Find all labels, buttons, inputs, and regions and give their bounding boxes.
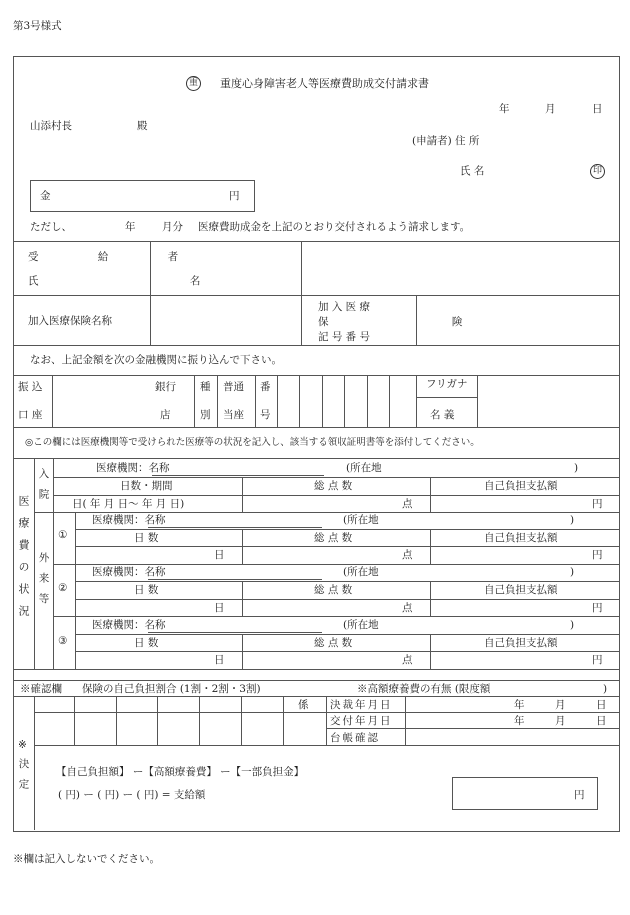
current-option[interactable]: 当座: [223, 409, 244, 421]
outpatient-3-day-unit: 日: [214, 654, 225, 666]
insurance-number-label-2: 保 険: [318, 316, 523, 328]
confirm-label: ※確認欄: [20, 683, 62, 695]
recipient-label-2: 氏 名: [28, 275, 275, 287]
transfer-label-top: 振 込: [18, 381, 43, 393]
decision-side-mark: ※: [18, 739, 27, 751]
insurance-number-label-1: 加 入 医 療: [318, 301, 371, 313]
recipient-name-field[interactable]: [151, 242, 300, 294]
form-number: 第3号様式: [13, 20, 62, 32]
inpatient-yen-unit: 円: [592, 498, 603, 510]
account-name-label: 名 義: [430, 409, 455, 421]
decision-year: 年: [514, 699, 525, 711]
outpatient-2-location-close: ): [570, 566, 575, 578]
decision-side-label: 決定: [17, 758, 30, 799]
outpatient-3-self-pay-header: 自己負担支払額: [484, 637, 558, 649]
inpatient-side-label: 入院: [37, 468, 50, 509]
insurance-number-label-3: 記 号 番 号: [318, 331, 371, 343]
amount-label: 金: [40, 190, 51, 202]
inpatient-self-pay-header: 自己負担支払額: [484, 480, 558, 492]
formula-values: ( 円) ー ( 円) ー ( 円) = 支給額: [58, 789, 206, 801]
outpatient-2-points-header: 総 点 数: [314, 584, 353, 596]
outpatient-1-day-unit: 日: [214, 549, 225, 561]
outpatient-3-institution-label: 医療機関：名称: [92, 619, 166, 631]
confirm-ratio: 保険の自己負担割合 (1割・2割・3割): [82, 683, 261, 695]
outpatient-3-points-unit: 点: [402, 654, 413, 666]
applicant-address-label: (申請者) 住 所: [412, 135, 480, 147]
outpatient-1-location-open: (所在地: [343, 514, 379, 526]
date-year: 年: [499, 103, 510, 115]
inpatient-period-range: 日( 年 月 日～ 年 月 日): [72, 498, 185, 510]
applicant-name-label: 氏 名: [460, 165, 485, 177]
footer-note: ※欄は記入しないでください。: [13, 853, 160, 865]
outpatient-2-institution-label: 医療機関：名称: [92, 566, 166, 578]
outpatient-marker-1: ①: [58, 529, 68, 541]
status-note: ◎この欄には医療機関等で受けられた医療等の状況を記入し、該当する領収証明書等を添付してください。: [25, 437, 480, 448]
outpatient-side-label: 外来等: [37, 552, 50, 614]
issue-date-label: 交付年月日: [330, 715, 393, 727]
outpatient-marker-3: ③: [58, 635, 68, 647]
outpatient-1-yen-unit: 円: [592, 549, 603, 561]
form-title: 重度心身障害老人等医療費助成交付請求書: [220, 77, 429, 90]
issue-month: 月: [555, 715, 566, 727]
declaration-text: 医療費助成金を上記のとおり交付されるよう請求します。: [198, 221, 471, 233]
account-number-top: 番: [260, 381, 271, 393]
addressee-honorific: 殿: [137, 120, 148, 132]
inpatient-total-points-header: 総 点 数: [314, 480, 353, 492]
ordinary-option[interactable]: 普通: [223, 381, 244, 393]
outpatient-2-location-open: (所在地: [343, 566, 379, 578]
outpatient-3-days-header: 日 数: [134, 637, 159, 649]
inpatient-days-period-header: 日数・期間: [120, 480, 173, 492]
outpatient-2-self-pay-header: 自己負担支払額: [484, 584, 558, 596]
outpatient-1-location-close: ): [570, 514, 575, 526]
outpatient-1-days-header: 日 数: [134, 532, 159, 544]
inpatient-location-close: ): [574, 462, 579, 474]
outpatient-3-points-header: 総 点 数: [314, 637, 353, 649]
date-month: 月: [545, 103, 556, 115]
title-badge: 重: [186, 76, 201, 91]
issue-year: 年: [514, 715, 525, 727]
decision-month: 月: [555, 699, 566, 711]
outpatient-2-day-unit: 日: [214, 602, 225, 614]
declaration-prefix: ただし、: [30, 221, 72, 233]
confirm-high-cost: ※高額療養費の有無 (限度額: [357, 683, 491, 695]
amount-box[interactable]: [30, 180, 255, 212]
ledger-label: 台帳確認: [330, 732, 380, 744]
outpatient-2-points-unit: 点: [402, 602, 413, 614]
outpatient-1-points-header: 総 点 数: [314, 532, 353, 544]
medical-status-side-label: 医療費の状況: [17, 495, 30, 627]
inpatient-institution-label: 医療機関：名称: [96, 462, 170, 474]
declaration-month: 月分: [162, 221, 183, 233]
insurance-name-label: 加入医療保険名称: [28, 315, 112, 327]
declaration-year: 年: [125, 221, 136, 233]
amount-unit: 円: [229, 190, 240, 202]
confirm-high-cost-close: ): [603, 683, 608, 695]
outpatient-2-days-header: 日 数: [134, 584, 159, 596]
decision-day: 日: [596, 699, 607, 711]
formula-labels: 【自己負担額】 ー【高額療養費】 ー【一部負担金】: [56, 766, 305, 778]
bank-label: 銀行: [155, 381, 176, 393]
outpatient-3-yen-unit: 円: [592, 654, 603, 666]
date-day: 日: [592, 103, 603, 115]
inpatient-location-open: (所在地: [346, 462, 382, 474]
outpatient-1-self-pay-header: 自己負担支払額: [484, 532, 558, 544]
addressee-name: 山添村長: [30, 120, 72, 132]
outpatient-1-institution-label: 医療機関：名称: [92, 514, 166, 526]
issue-day: 日: [596, 715, 607, 727]
seal-icon: 印: [590, 164, 605, 179]
branch-label: 店: [160, 409, 171, 421]
payment-result-unit: 円: [574, 789, 585, 801]
bank-note: なお、上記金額を次の金融機関に振り込んで下さい。: [30, 354, 282, 366]
outpatient-3-location-open: (所在地: [343, 619, 379, 631]
account-type-bottom: 別: [200, 409, 211, 421]
inpatient-points-unit: 点: [402, 498, 413, 510]
decision-date-label: 決裁年月日: [330, 699, 393, 711]
furigana-label: フリガナ: [426, 378, 468, 390]
outpatient-3-location-close: ): [570, 619, 575, 631]
outpatient-2-yen-unit: 円: [592, 602, 603, 614]
account-type-top: 種: [200, 381, 211, 393]
recipient-label-1: 受 給 者: [28, 251, 207, 263]
outpatient-1-points-unit: 点: [402, 549, 413, 561]
outpatient-marker-2: ②: [58, 582, 68, 594]
account-number-bottom: 号: [260, 409, 271, 421]
officer-label: 係: [298, 699, 309, 711]
transfer-label-bottom: 口 座: [18, 409, 43, 421]
